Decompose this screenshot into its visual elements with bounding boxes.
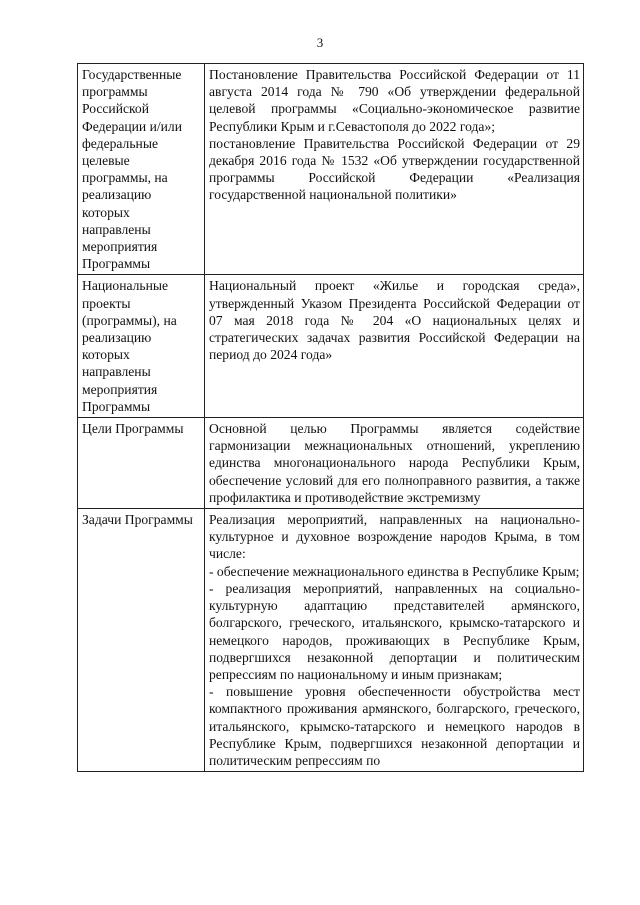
program-passport-table [77,63,584,772]
paragraph: - повышение уровня обеспеченности обустройства мест компактного проживания армянского, болгарского, греческого, итальянского, крымско-татарского и немецкого народов в Республике Крым, подвергшихся незаконной депортации и политическим репрессиям по [209,684,580,768]
paragraph: Национальный проект «Жилье и городская среда», утвержденный Указом Президента Российской Федерации от 07 мая 2018 года № 204 «О национальных целях и стратегических задачах развития Российской Федерации на период до 2024 года» [209,278,580,363]
row-label-goals: Цели Программы [78,418,205,509]
paragraph: постановление Правительства Российской Федерации от 29 декабря 2016 года № 1532 «Об утверждении государственной программы Российской Федерации «Реализация государственной национальной политики» [209,135,580,203]
table-row [78,509,584,772]
row-content-state-programs [205,64,584,275]
row-label-tasks: Задачи Программы [78,509,205,772]
row-content-tasks [205,509,584,772]
paragraph: Основной целью Программы является содействие гармонизации межнациональных отношений, укреплению единства многонационального народа Республики Крым, обеспечение условий для его полноправного развития, а также профилактика и противодействие экстремизму [209,421,580,505]
row-content-national-projects [205,275,584,418]
row-label-national-projects: Национальные проекты (программы), на реализацию которых направлены мероприятия Программы [78,275,205,418]
table-row [78,64,584,275]
table-row [78,418,584,509]
row-label-state-programs: Государственные программы Российской Федерации и/или федеральные целевые программы, на реализацию которых направлены мероприятия Программы [78,64,205,275]
page-number: 3 [316,35,324,50]
paragraph: - обеспечение межнационального единства в Республике Крым; [209,563,580,579]
paragraph: Постановление Правительства Российской Федерации от 11 августа 2014 года № 790 «Об утверждении федеральной целевой программы «Социально-экономическое развитие Республики Крым и г.Севастополя до 2022 года»; [209,67,580,134]
paragraph: - реализация мероприятий, направленных на социально-культурную адаптацию представителей армянского, болгарского, греческого, итальянского, крымско-татарского и немецкого народов, проживающих в Республике Крым, подвергшихся незаконной депортации и политическим репрессиям по национальному и иным признакам; [209,580,580,682]
paragraph: Реализация мероприятий, направленных на национально-культурное и духовное возрождение народов Крыма, в том числе: [209,512,580,562]
row-content-goals [205,418,584,509]
table-row [78,275,584,418]
